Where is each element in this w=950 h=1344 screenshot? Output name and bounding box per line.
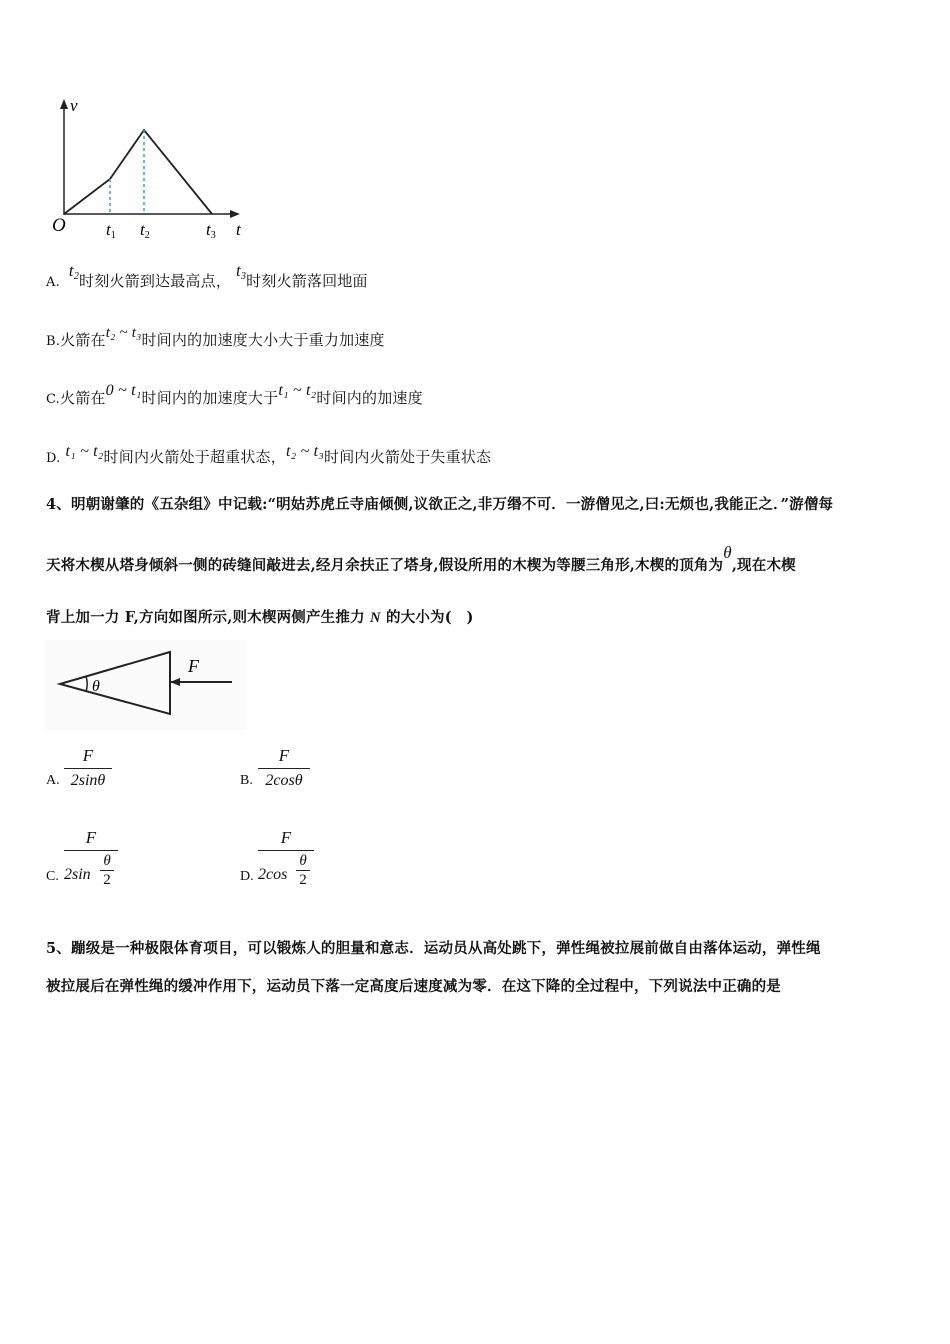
q4-option-b-fraction[interactable] [258, 745, 310, 792]
q4-option-c-denominator: 2sin θ 2 [64, 852, 118, 898]
q3-option-c-text1: 火箭在 [60, 389, 106, 407]
q3-option-b-text1: 火箭在 [60, 331, 106, 349]
v-axis-arrow [60, 99, 68, 109]
q3-option-a-text2: 时刻火箭落回地面 [246, 272, 368, 290]
q4-n-symbol: N [370, 610, 381, 626]
q3-option-c[interactable] [46, 382, 423, 408]
q4-line-3 [46, 606, 474, 627]
t3-label: t3 [206, 220, 216, 241]
q3-option-d[interactable] [46, 443, 492, 467]
q4-option-a-fraction[interactable] [64, 745, 112, 792]
q3-option-b-text2: 时间内的加速度大小大于重力加速度 [141, 331, 385, 349]
q3-option-d-range2: t₂ ~ t₃ [285, 443, 325, 460]
q4-line-1: 4、明朝谢肇的《五杂组》中记载:“明姑苏虎丘寺庙倾侧,议欲正之,非万缗不可．一游僧见之,曰:无烦也,我能正之．”游僧每 [46, 496, 834, 513]
q3-option-c-text2: 时间内的加速度大于 [141, 389, 279, 407]
q4-option-d-fraction[interactable] [258, 827, 314, 898]
q4-option-d-denominator: 2cos θ 2 [258, 852, 314, 898]
q4-option-a-numerator: F [82, 746, 94, 765]
q3-option-a[interactable] [46, 261, 368, 292]
q3-option-b-range: t₂ ~ t₃ [105, 325, 142, 341]
t-label: t [236, 220, 241, 239]
wedge-theta-label: θ [92, 678, 100, 695]
q3-option-a-t3: $t_3$ [236, 261, 247, 282]
q3-option-d-range1: t₁ ~ t₂ [65, 443, 104, 460]
q4-option-a-denominator: 2sinθ [70, 772, 106, 789]
q3-option-b-prefix: B. [46, 334, 61, 349]
q4-theta: θ [723, 543, 732, 562]
q4-line-2b: ,现在木楔 [731, 557, 796, 574]
t-axis-arrow [230, 210, 240, 218]
q3-option-c-range1: 0 ~ t₁ [105, 382, 142, 399]
q4-line-2 [46, 543, 796, 575]
v-label: v [70, 96, 78, 115]
t2-label: t2 [140, 220, 150, 241]
q5-line-1: 5、蹦级是一种极限体育项目，可以锻炼人的胆量和意志．运动员从高处跳下，弹性绳被拉展前做自由落体运动，弹性绳 [46, 940, 821, 957]
origin-label: O [52, 215, 66, 236]
q3-option-a-text1: 时刻火箭到达最高点， [79, 272, 232, 290]
q3-option-d-text1: 时间内火箭处于超重状态， [103, 448, 286, 466]
force-F-label: F [188, 656, 199, 676]
q5-line-2: 被拉展后在弹性绳的缓冲作用下，运动员下落一定高度后速度减为零．在这下降的全过程中，下列说法中正确的是 [46, 978, 781, 995]
velocity-time-graph [40, 95, 260, 245]
q3-option-b[interactable] [46, 325, 385, 350]
q4-option-a-label: A. [46, 773, 60, 788]
q4-option-d-numerator: F [280, 828, 292, 847]
q3-option-d-text2: 时间内火箭处于失重状态 [324, 448, 492, 466]
q3-option-a-t2: $t_2$ [68, 261, 80, 282]
wedge-figure [46, 640, 246, 730]
q3-option-c-range2: t₁ ~ t₂ [278, 382, 317, 399]
q4-line-2a: 天将木楔从塔身倾斜一侧的砖缝间敲进去,经月余扶正了塔身,假设所用的木楔为等腰三角形,木楔的顶角为 [46, 557, 724, 574]
q4-option-b-denominator: 2cosθ [265, 772, 303, 789]
q4-option-c-label: C. [46, 869, 59, 884]
t1-label: t1 [106, 220, 116, 241]
q4-option-c-fraction[interactable] [64, 827, 118, 898]
q3-option-c-text3: 时间内的加速度 [316, 389, 423, 407]
q3-option-a-prefix: A. [46, 275, 60, 290]
q4-option-b-numerator: F [278, 746, 290, 765]
velocity-curve [64, 130, 212, 214]
q4-option-c-numerator: F [85, 828, 97, 847]
q3-option-c-prefix: C. [46, 392, 61, 407]
q4-option-b-label: B. [240, 773, 253, 788]
q4-line-3b: 的大小为( ) [385, 609, 474, 626]
q4-line-3a: 背上加一力 F,方向如图所示,则木楔两侧产生推力 [46, 609, 365, 626]
q4-option-d-label: D. [240, 869, 254, 884]
q3-option-d-prefix: D. [46, 451, 61, 466]
